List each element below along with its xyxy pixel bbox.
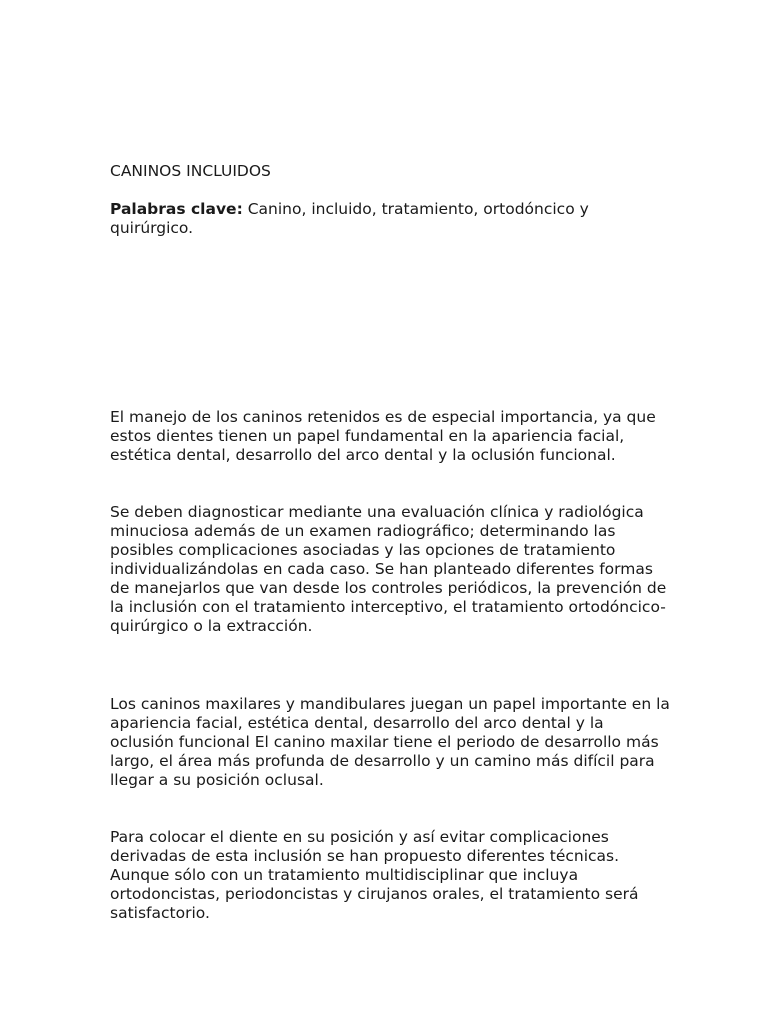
paragraph-2: Se deben diagnosticar mediante una evaluación clínica y radiológica minuciosa además de un examen radiográfico; determinando las posibles complicaciones asociadas y las opciones de tratamiento individualizándolas en cada caso. Se han planteado diferentes formas de manejarlos que van desde los controles periódicos, la prevención de la inclusión con el tratamiento interceptivo, el tratamiento ortodóncico-quirúrgico o la extracción. xyxy=(110,503,667,635)
paragraph-4: Para colocar el diente en su posición y así evitar complicaciones derivadas de esta inclusión se han propuesto diferentes técnicas. Aunque sólo con un tratamiento multidisciplinar que incluya ortodoncistas, periodoncistas y cirujanos orales, el tratamiento será satisfactorio. xyxy=(110,828,639,922)
keywords-label: Palabras clave: xyxy=(110,200,243,218)
paragraph-1: El manejo de los caninos retenidos es de especial importancia, ya que estos dientes tienen un papel fundamental en la apariencia facial, estética dental, desarrollo del arco dental y la oclusión funcional. xyxy=(110,408,656,464)
document-title: CANINOS INCLUIDOS xyxy=(110,162,271,180)
keywords-text: Canino, incluido, tratamiento, ortodóncico y quirúrgico. xyxy=(110,200,589,237)
paragraph-3: Los caninos maxilares y mandibulares juegan un papel importante en la apariencia facial, estética dental, desarrollo del arco dental y la oclusión funcional El canino maxilar tiene el periodo de desarrollo más largo, el área más profunda de desarrollo y un camino más difícil para llegar a su posición oclusal. xyxy=(110,695,670,789)
keywords-line xyxy=(110,200,670,238)
